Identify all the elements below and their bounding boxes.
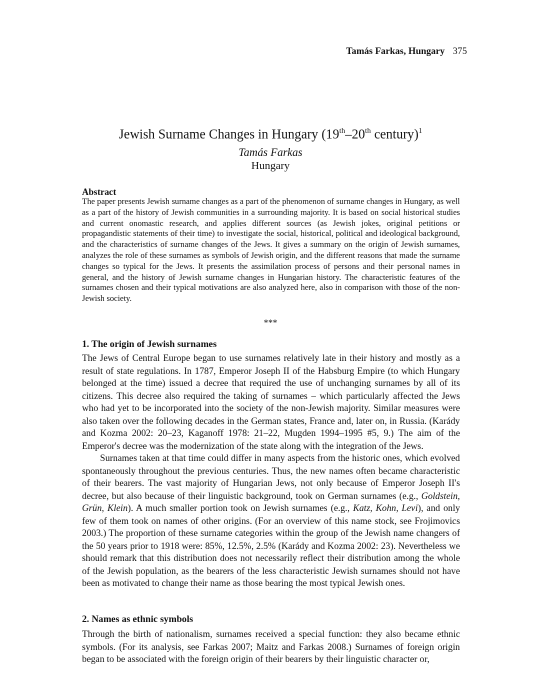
para2-text-c: ), and only few of them took on names of other origins. (For an overview of this name stock, see Frojimovics 2003.) The proportion of these surname categories within the group of the Jewish name changers of the 50 years prior to 1918 were: 85%, 12.5%, 2.5% (Karády and Kozma 2002: 23). Nevertheless we should remark that this distribution does not necessarily reflect their distribution among the whole of the Jewish population, as the bearers of the less characteristic Jewish surnames should not have been as motivated to change their name as those bearing the most typical Jewish ones. xyxy=(82,504,461,589)
title-sup-2: th xyxy=(365,126,371,135)
section-1-body xyxy=(82,353,460,591)
title-mid: –20 xyxy=(345,126,366,142)
section-2-paragraph-1: Through the birth of nationalism, surnames received a special function: they also became ethnic symbols. (For its analysis, see Farkas 2007; Maitz and Farkas 2008.) Surnames of foreign origin began to be associated with the foreign origin of their bearers by their linguistic character or, xyxy=(82,630,460,665)
abstract-heading: Abstract xyxy=(82,187,117,197)
abstract-text: The paper presents Jewish surname changes as a part of the phenomenon of surname changes in Hungary, as well as a part of the history of Jewish communities in a surrounding majority. It is based on social historical studies and current onomastic research, and applies different sources (as Jewish jokes, original petitions or propagandistic statements of their time) to investigate the social, historical, political and ideological background, and the characteristics of surname changes of the Jews. It gives a summary on the origin of Jewish surnames, analyzes the role of these surnames as symbols of Jewish origin, and the different reasons that made the surname changes so typical for the Jews. It presents the assimilation process of persons and their personal names in general, and the history of Jewish surname changes in Hungarian history. The characteristic features of the surnames chosen and their typical motivations are also analyzed here, also in comparison with those of the non-Jewish society. xyxy=(82,197,460,304)
page-number: 375 xyxy=(452,47,467,57)
title-main: Jewish Surname Changes in Hungary (19 xyxy=(118,126,340,142)
para2-text-b: ). A much smaller portion took on Jewish surnames (e.g., xyxy=(127,504,353,514)
section-1-paragraph-1: The Jews of Central Europe began to use surnames relatively late in their history and mostly as a result of state regulations. In 1787, Emperor Joseph II of the Habsburg Empire (to which Hungary belonged at the time) issued a decree that required the use of unchanging surnames by all of its citizens. This decree also required the taking of surnames – which particularly affected the Jews who had yet to be incorporated into the society of the non-Jewish majority. Similar measures were also taken over the following decades in the German states, France and, later on, in Russia. (Karády and Kozma 2002: 20–23, Kaganoff 1978: 21–22, Mugden 1994–1995 #5, 9.) The aim of the Emperor's decree was the modernization of the state along with the integration of the Jews. xyxy=(82,354,460,452)
title-end: century) xyxy=(370,126,419,142)
author-name: Tamás Farkas xyxy=(238,147,303,159)
paper-title xyxy=(0,126,541,142)
running-head xyxy=(346,47,467,57)
section-separator: *** xyxy=(263,318,278,328)
running-head-author: Tamás Farkas, Hungary xyxy=(346,47,445,57)
section-1-paragraph-2 xyxy=(82,453,460,591)
section-2-heading: 2. Names as ethnic symbols xyxy=(82,614,194,625)
author-affiliation: Hungary xyxy=(251,160,290,172)
para2-text-a: Surnames taken at that time could differ in many aspects from the historic ones, which evolved spontaneously throughout the previous centuries. Thus, the new names often became characteristic of their bearers. The vast majority of Hungarian Jews, not only because of Emperor Joseph II's decree, but also because of their linguistic background, took on German surnames (e.g., xyxy=(82,454,460,502)
section-1-heading: 1. The origin of Jewish surnames xyxy=(82,339,217,350)
section-2-body xyxy=(82,629,460,667)
title-footnote-marker: 1 xyxy=(418,126,423,135)
title-sup-1: th xyxy=(339,126,346,135)
example-surnames-jewish: Katz, Kohn, Levi xyxy=(352,504,418,514)
example-surnames-german: Goldstein, Grün, Klein xyxy=(82,491,460,514)
